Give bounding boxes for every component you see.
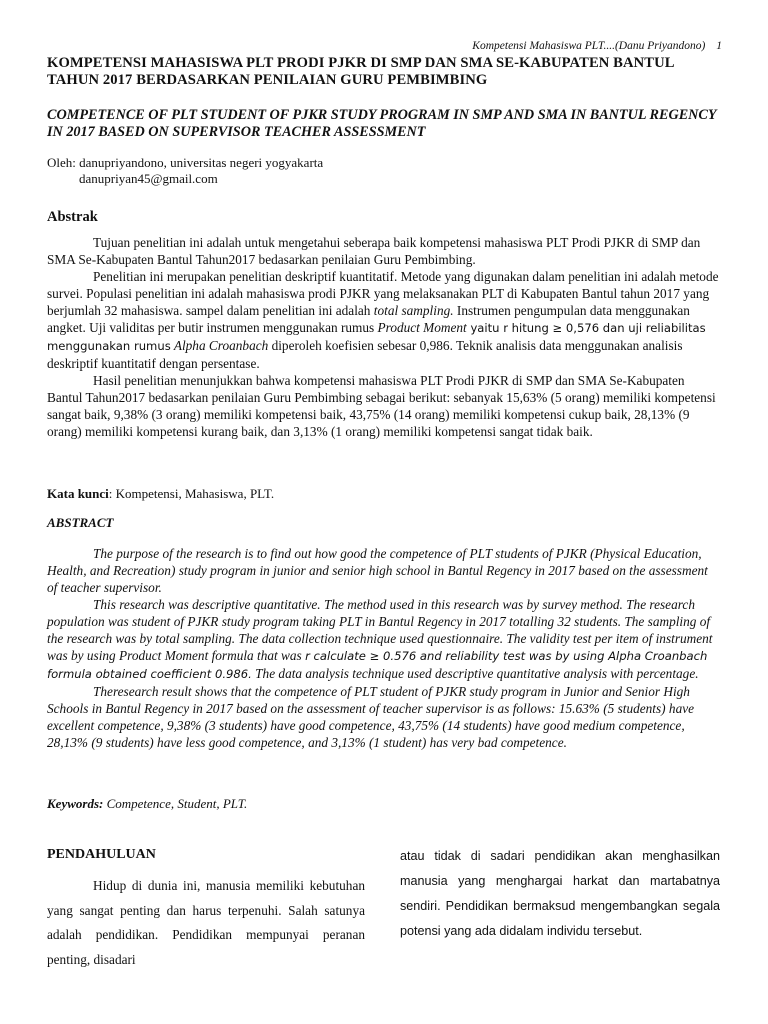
page-number: 1: [716, 40, 722, 52]
abstract-paragraph-2: [47, 596, 719, 683]
abstrak-p2-text-d: diperoleh koefisien sebesar 0,986. Teknik analisis data menggunakan analisis deskriptif kuantitatif dengan persentase.: [47, 338, 683, 371]
abstrak-paragraph-1: Tujuan penelitian ini adalah untuk mengetahui seberapa baik kompetensi mahasiswa PLT Prodi PJKR di SMP dan SMA Se-Kabupaten Bantul Tahun2017 bedasarkan penilaian Guru Pembimbing.: [47, 235, 701, 267]
abstrak-paragraph-2: [47, 268, 719, 372]
running-header: [472, 40, 722, 52]
kata-kunci-label: Kata kunci: [47, 486, 109, 501]
title-indonesian: KOMPETENSI MAHASISWA PLT PRODI PJKR DI SMP DAN SMA SE-KABUPATEN BANTUL TAHUN 2017 BERDASARKAN PENILAIAN GURU PEMBIMBING: [47, 55, 674, 88]
pendahuluan-left-column: [47, 874, 365, 972]
abstract-p2-text-b: The data analysis technique used descriptive quantitative analysis with percentage.: [251, 666, 699, 681]
author-email: danupriyan45@gmail.com: [79, 171, 218, 186]
abstrak-p2-alpha: Alpha Croanbach: [170, 338, 269, 353]
abstract-paragraph-3: Theresearch result shows that the competence of PLT student of PJKR study program in Junior and Senior High Schools in Bantul Regency in 2017 based on the assessment of teacher supervisor is as follows: 15.63% (5 students) have excellent competence, 9,38% (3 students) have good competence, 43,75% (14 students) have good medium competence, 28,13% (9 students) have less good competence, and 3,13% (1 student) has very bad competence.: [47, 684, 695, 750]
abstract-p2-text-a: This research was descriptive quantitative. The method used in this research was by survey method. The research population was student of PJKR study program taking PLT in Bantul Regency in 2017 totalling 32 students. The sampling of the research was by total sampling. The data collection technique used questionnaire. The validity test per item of instrument was by using Product Moment formula that was: [47, 597, 713, 663]
keywords-value: Competence, Student, PLT.: [103, 796, 248, 811]
abstrak-p2-text-a: Penelitian ini merupakan penelitian deskriptif kuantitatif. Metode yang digunakan dalam penelitian ini adalah metode survei. Populasi penelitian ini adalah mahasiswa prodi PJKR yang melaksanakan PLT di Kabupaten Bantul tahun 2017 yang berjumlah 32 mahasiswa. sampel dalam penelitian ini adalah: [47, 269, 719, 318]
abstrak-p2-total-sampling: total sampling.: [373, 303, 454, 318]
abstrak-p2-product-moment: Product Moment: [377, 320, 467, 335]
kata-kunci-value: : Kompetensi, Mahasiswa, PLT.: [108, 486, 275, 501]
abstrak-p2-text-b: Instrumen pengumpulan data menggunakan angket. Uji validitas per butir instrumen menggunakan rumus: [47, 303, 690, 335]
author-line: Oleh: danupriyandono, universitas negeri yogyakarta: [47, 155, 324, 170]
running-title: Kompetensi Mahasiswa PLT....(Danu Priyandono): [472, 40, 706, 52]
kata-kunci: [47, 486, 274, 502]
abstract-p2-formula: r calculate ≥ 0.576 and reliability test was by using Alpha Croanbach formula obtained coefficient 0.986.: [47, 649, 708, 681]
abstrak-body: [47, 234, 719, 440]
keywords-label: Keywords:: [47, 796, 104, 811]
pendahuluan-right-column: [400, 844, 720, 944]
abstrak-p2-formula: yaitu r hitung ≥ 0,576 dan uji reliabilitas menggunakan rumus: [47, 321, 706, 353]
abstract-paragraph-1: The purpose of the research is to find out how good the competence of PLT students of PJKR (Physical Education, Health, and Recreation) study program in junior and senior high school in Bantul Regency in 2017 based on the assessment of teacher supervisor.: [47, 546, 708, 595]
abstract-body: [47, 545, 719, 751]
abstract-heading: ABSTRACT: [47, 515, 114, 530]
pendahuluan-right-paragraph: atau tidak di sadari pendidikan akan menghasilkan manusia yang menghargai harkat dan martabatnya sendiri. Pendidikan bermaksud mengembangkan segala potensi yang ada didalam individu tersebut.: [400, 849, 720, 938]
author-block: [47, 155, 323, 187]
pendahuluan-left-paragraph: Hidup di dunia ini, manusia memiliki kebutuhan yang sangat penting dan harus terpenuhi. Salah satunya adalah pendidikan. Pendidikan mempunyai peranan penting, disadari: [47, 878, 365, 967]
abstrak-paragraph-3: Hasil penelitian menunjukkan bahwa kompetensi mahasiswa PLT Prodi PJKR di SMP dan SMA Se-Kabupaten Bantul Tahun2017 bedasarkan penilaian Guru Pembimbing sebagai berikut: sebanyak 15,63% (5 orang) memiliki kompetensi sangat baik, 9,38% (3 orang) memiliki kompetensi baik, 43,75% (14 orang) memiliki kompetensi cukup baik, 28,13% (9 orang) memiliki kompetensi kurang baik, dan 3,13% (1 orang) memiliki kompetensi sangat tidak baik.: [47, 373, 716, 439]
abstrak-heading: Abstrak: [47, 209, 98, 225]
keywords: [47, 796, 247, 812]
pendahuluan-heading: PENDAHULUAN: [47, 847, 156, 862]
title-english: COMPETENCE OF PLT STUDENT OF PJKR STUDY PROGRAM IN SMP AND SMA IN BANTUL REGENCY IN 2017 BASED ON SUPERVISOR TEACHER ASSESSMENT: [47, 107, 717, 140]
